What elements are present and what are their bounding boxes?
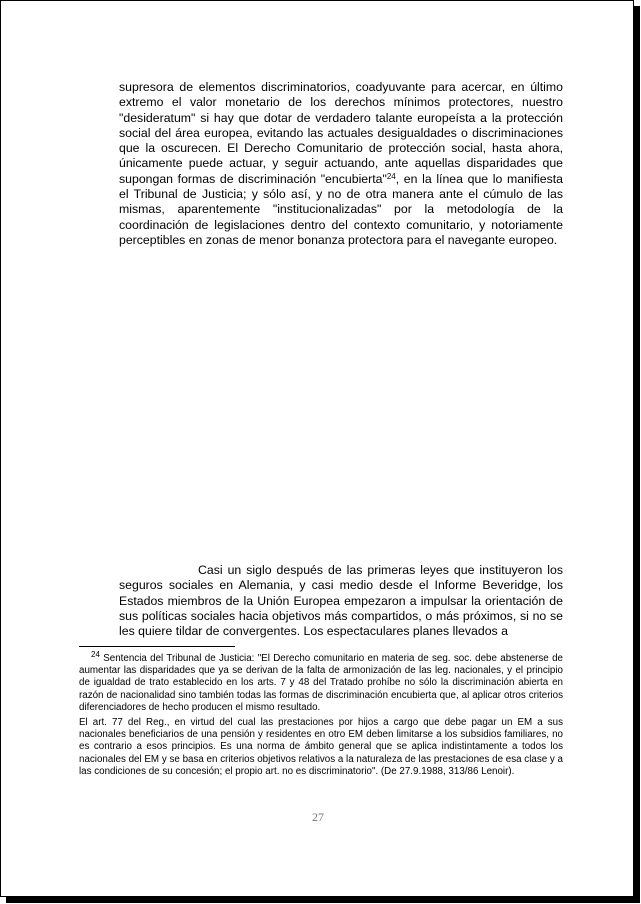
footnote-24 — [79, 650, 563, 714]
footnote-separator — [79, 646, 235, 647]
page-number: 27 — [312, 810, 324, 824]
footnote-24-continued: El art. 77 del Reg., en virtud del cual las prestaciones por hijos a cargo que debe pagar un EM a sus nacionales beneficiarios de una pensión y residentes en otro EM deben limitarse a los subsidios familiares, no es contrario a esos principios. Es una norma de ámbito general que se aplica indistintamente a todos los nacionales del EM y se basa en criterios objetivos relativos a la naturaleza de las prestaciones de esa clase y a las condiciones de su concesión; el propio art. no es discriminatorio". (De 27.9.1988, 313/86 Lenoir). — [79, 717, 563, 777]
body-paragraph-2: Casi un siglo después de las primeras leyes que instituyeron los seguros sociales en Alemania, y casi medio desde el Informe Beveridge, los Estados miembros de la Unión Europea empezaron a impulsar la orientación de sus políticas sociales hacia objetivos más compartidos, o más próximos, si no se les quiere tildar de convergentes. Los espectaculares planes llevados a — [119, 563, 563, 639]
footnote-number: 24 — [91, 650, 100, 659]
body-paragraph-1 — [119, 80, 563, 248]
footnote-text-1: Sentencia del Tribunal de Justicia: "El Derecho comunitario en materia de seg. soc. debe abstenerse de aumentar las disparidades que ya se derivan de la falta de armonización de las leg. nacionales, y el principio de igualdad de trato establecido en los arts. 7 y 48 del Tratado prohíbe no sólo la discriminación abierta en razón de nacionalidad sino también todas las formas de discriminación encubierta que, al aplicar otros criterios diferenciadores de hecho producen el mismo resultado. — [79, 653, 563, 713]
paragraph-1-text-b: , en la línea que lo manifiesta el Tribunal de Justicia; y sólo así, y no de otra manera ante el cúmulo de las mismas, aparentemente "institucionalizadas" por la metodología de la coordinación de legislaciones dentro del contexto comunitario, y notoriamente perceptibles en zonas de menor bonanza protectora para el navegante europeo. — [119, 171, 563, 247]
page-shadow-bottom — [6, 897, 640, 903]
page-shadow-right — [634, 6, 640, 903]
footnote-reference[interactable]: 24 — [386, 171, 396, 181]
paragraph-1-text-a: supresora de elementos discriminatorios, coadyuvante para acercar, en último extremo el valor monetario de los derechos mínimos protectores, nuestro "desideratum" si hay que dotar de verdadero talante europeísta a la protección social del área europea, evitando las actuales desigualdades o discriminaciones que la oscurecen. El Derecho Comunitario de protección social, hasta ahora, únicamente puede actuar, y seguir actuando, ante aquellas disparidades que supongan formas de discriminación "encubierta" — [119, 80, 563, 186]
